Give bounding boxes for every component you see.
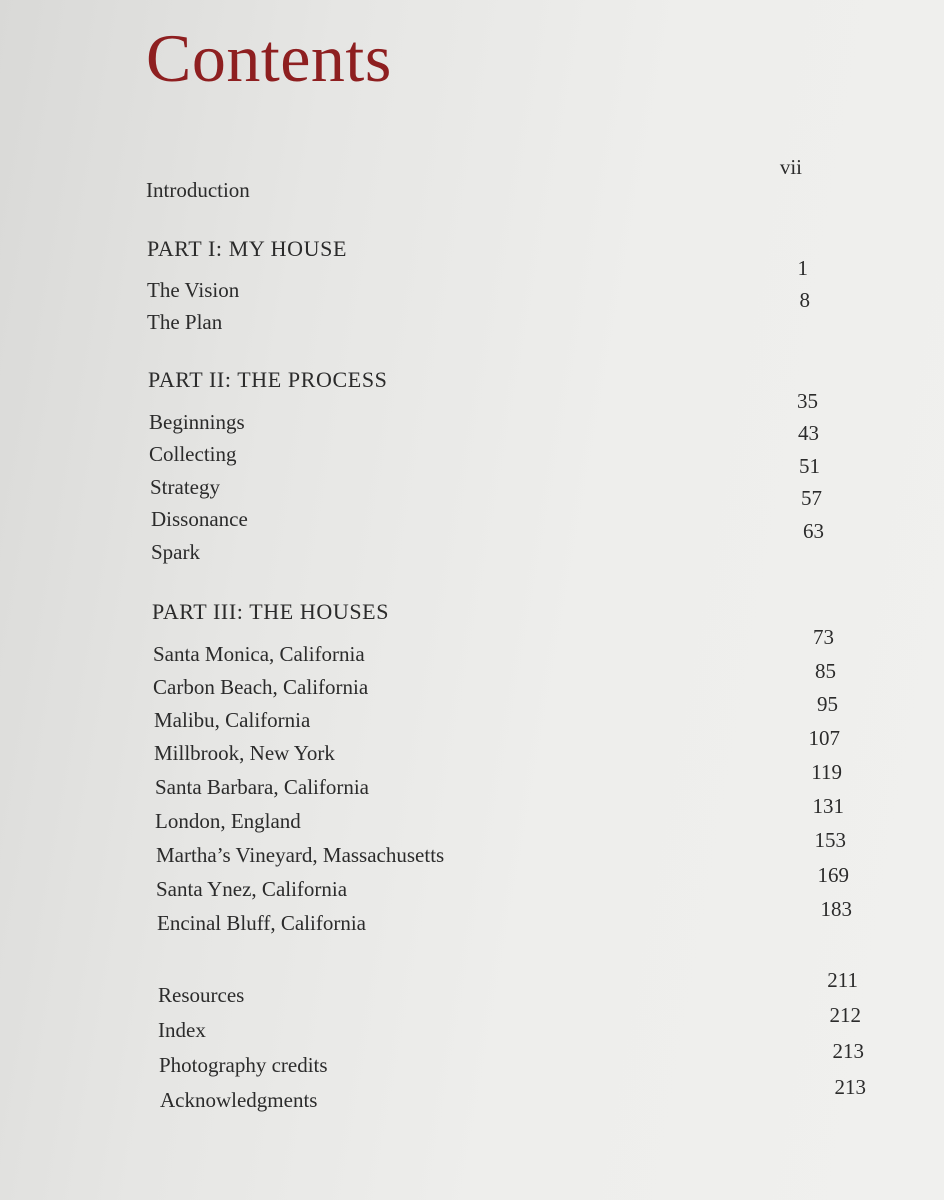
part-heading-1: PART I: MY HOUSE [147, 236, 348, 261]
toc-entry: Carbon Beach, California [153, 675, 369, 699]
toc-entry: Santa Barbara, California [155, 775, 369, 799]
toc-entry: The Vision [147, 278, 240, 302]
toc-page: 95 [817, 692, 838, 716]
toc-entry: Dissonance [151, 507, 248, 531]
toc-page: 131 [812, 794, 844, 818]
part-heading-2: PART II: THE PROCESS [148, 367, 388, 392]
toc-entry: Collecting [149, 442, 237, 466]
toc-page: 43 [798, 421, 819, 445]
toc-entry: Encinal Bluff, California [157, 911, 366, 935]
toc-page: 35 [797, 389, 818, 413]
toc-page: 183 [820, 897, 852, 921]
toc-entry: Martha’s Vineyard, Massachusetts [156, 843, 445, 867]
toc-page: 211 [827, 968, 858, 992]
toc-page: 213 [832, 1039, 864, 1063]
toc-entry: London, England [155, 809, 301, 833]
toc-page: 1 [797, 256, 808, 280]
toc-entry: Beginnings [149, 410, 245, 434]
toc-entry: The Plan [147, 310, 223, 334]
toc-entry: Millbrook, New York [154, 741, 335, 765]
toc-entry: Malibu, California [154, 708, 311, 732]
toc-entry-acknowledgments: Acknowledgments [160, 1088, 318, 1112]
toc-page-introduction: vii [779, 155, 802, 179]
toc-entry: Strategy [150, 475, 220, 499]
toc-page: 63 [803, 519, 824, 543]
toc-page: 213 [834, 1075, 866, 1099]
toc-page: 85 [815, 659, 836, 683]
toc-entry: Spark [151, 540, 200, 564]
toc-page: 73 [813, 625, 834, 649]
toc-entry: Santa Monica, California [153, 642, 365, 666]
toc-page: 8 [799, 288, 810, 312]
toc-page: 169 [817, 863, 849, 887]
toc-page: 119 [811, 760, 842, 784]
page-title: Contents [146, 20, 392, 96]
toc-page: 212 [829, 1003, 861, 1027]
toc-entry-resources: Resources [158, 983, 245, 1007]
toc-page: 107 [808, 726, 840, 750]
toc-page: 153 [814, 828, 846, 852]
toc-entry-index: Index [158, 1018, 206, 1042]
toc-entry: Santa Ynez, California [156, 877, 348, 901]
part-heading-3: PART III: THE HOUSES [152, 599, 390, 624]
toc-page: 57 [801, 486, 822, 510]
toc-entry-photography-credits: Photography credits [159, 1053, 328, 1077]
toc-page: 51 [799, 454, 820, 478]
toc-entry-introduction: Introduction [146, 178, 250, 202]
